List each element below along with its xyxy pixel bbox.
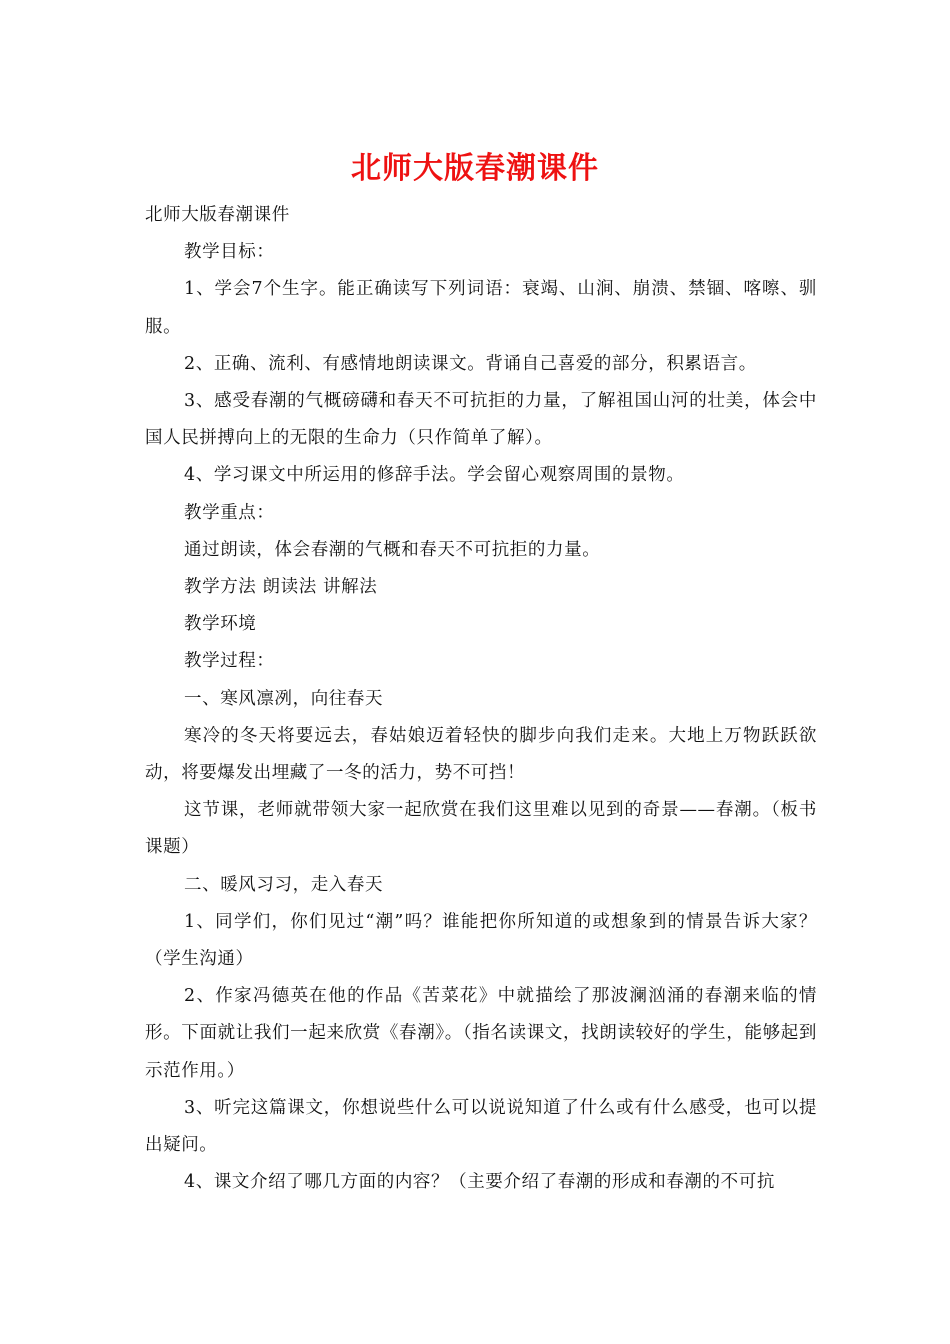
paragraph: 二、暖风习习，走入春天 — [184, 874, 384, 895]
paragraph: 教学目标： — [184, 242, 275, 263]
paragraph: 寒冷的冬天将要远去，春姑娘迈着轻快的脚步向我们走来。大地上万物跃跃欲动，将要爆发出埋藏了一冬的活力，势不可挡！ — [145, 725, 817, 784]
paragraph: 3、感受春潮的气概磅礴和春天不可抗拒的力量，了解祖国山河的壮美，体会中国人民拼搏向上的无限的生命力（只作简单了解）。 — [145, 391, 817, 449]
paragraph: 1、学会7个生字。能正确读写下列词语：衰竭、山涧、崩溃、禁锢、喀嚓、驯服。 — [145, 279, 817, 337]
paragraph: 3、听完这篇课文，你想说些什么可以说说知道了什么或有什么感受，也可以提出疑问。 — [145, 1097, 817, 1156]
paragraph: 2、正确、流利、有感情地朗读课文。背诵自己喜爱的部分，积累语言。 — [184, 353, 757, 374]
paragraph: 教学重点： — [184, 502, 275, 523]
paragraph: 一、寒风凛冽，向往春天 — [184, 688, 384, 709]
paragraph: 通过朗读，体会春潮的气概和春天不可抗拒的力量。 — [184, 539, 601, 560]
paragraph: 2、作家冯德英在他的作品《苦菜花》中就描绘了那波澜汹涌的春潮来临的情形。下面就让我们一起来欣赏《春潮》。（指名读课文，找朗读较好的学生，能够起到示范作用。） — [145, 986, 817, 1081]
paragraph: 教学方法 朗读法 讲解法 — [184, 577, 378, 598]
paragraph: 教学环境 — [184, 614, 257, 635]
document-title: 北师大版春潮课件 — [351, 151, 599, 186]
paragraph: 1、同学们，你们见过“潮”吗？谁能把你所知道的或想象到的情景告诉大家？（学生沟通） — [145, 911, 817, 970]
document-body — [145, 197, 817, 1201]
paragraph: 教学过程： — [184, 651, 275, 672]
paragraph: 北师大版春潮课件 — [145, 205, 290, 225]
paragraph: 这节课，老师就带领大家一起欣赏在我们这里难以见到的奇景——春潮。（板书课题） — [145, 800, 817, 858]
paragraph: 4、学习课文中所运用的修辞手法。学会留心观察周围的景物。 — [184, 465, 685, 486]
paragraph: 4、课文介绍了哪几方面的内容？（主要介绍了春潮的形成和春潮的不可抗 — [184, 1172, 775, 1193]
